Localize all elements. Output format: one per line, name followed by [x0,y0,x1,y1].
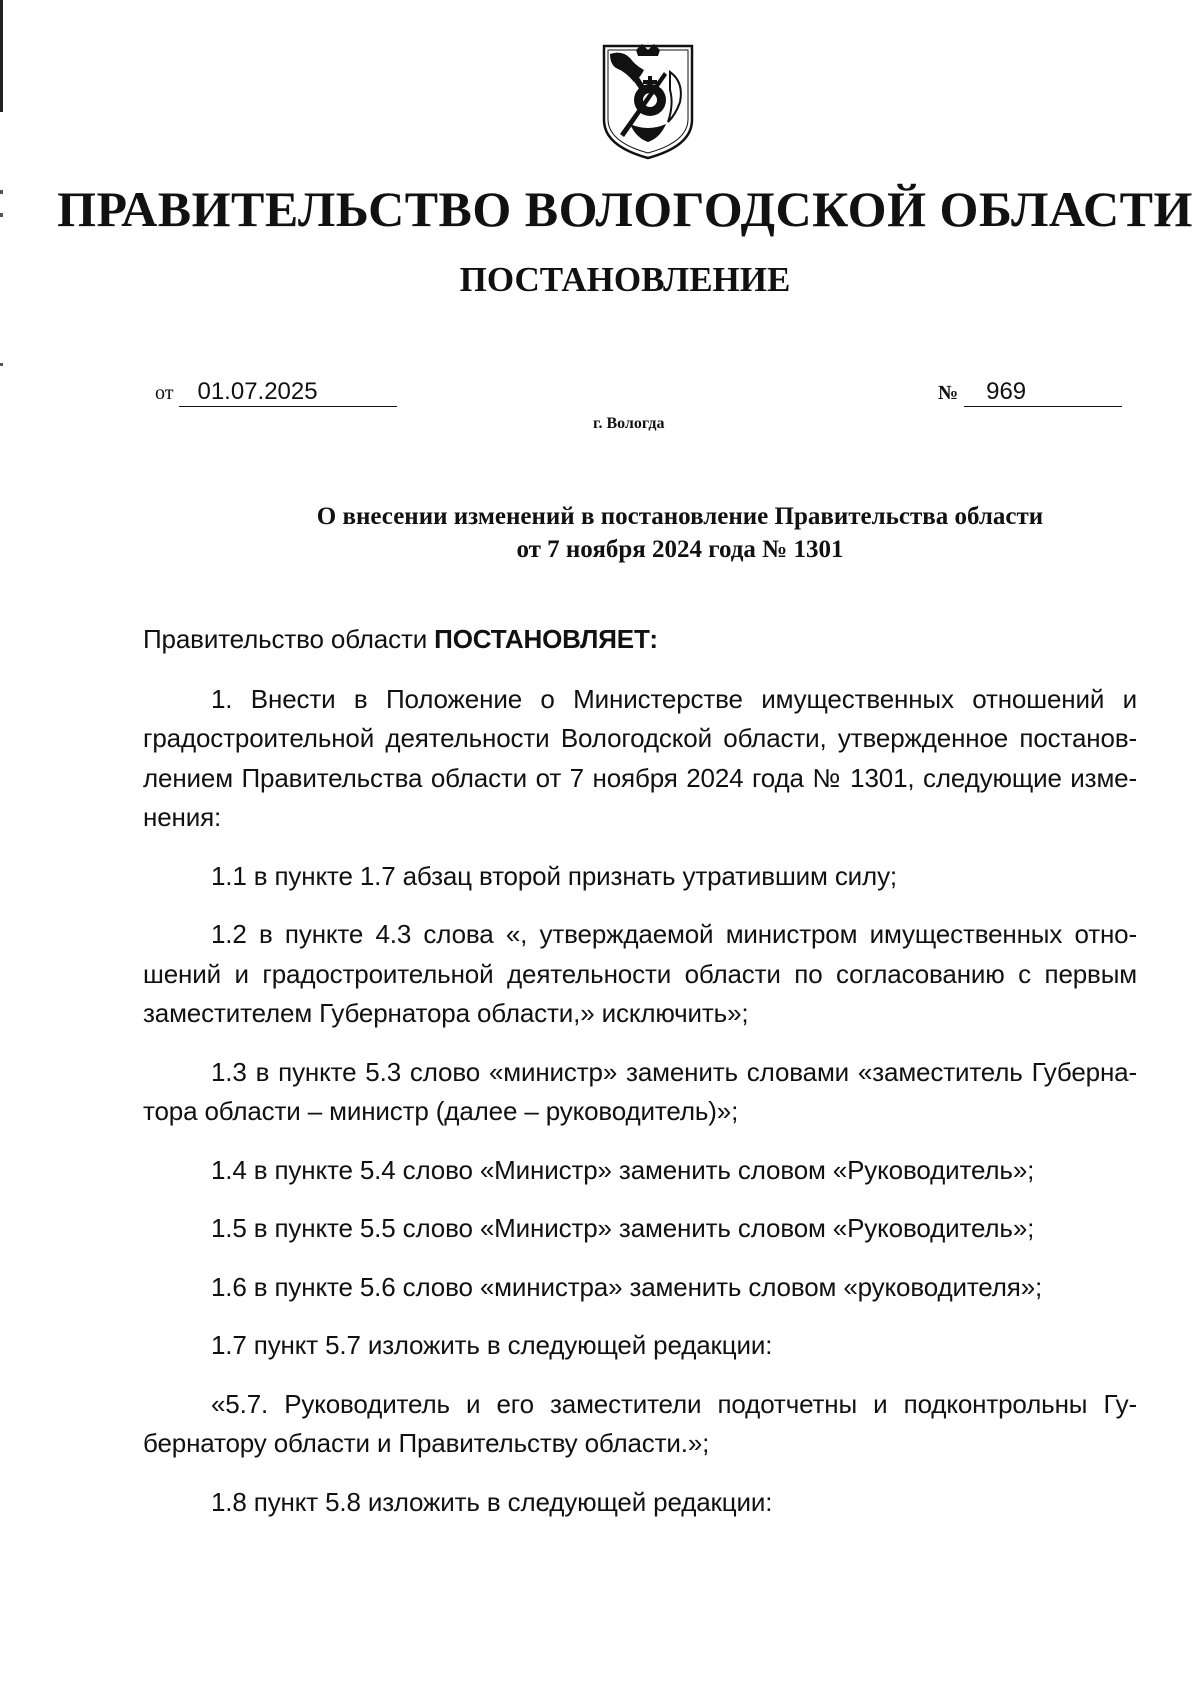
paragraph-line: тора области – министр (далее – руководитель)»; [143,1096,739,1126]
paragraph-line: 1. Внести в Положение о Министерстве имущественных отношений и [211,683,1137,714]
number-label: № [938,382,959,404]
city-label: г. Вологда [593,415,665,432]
document-subject [250,500,1110,566]
paragraph-line: нения: [143,802,222,832]
paragraph-line: 1.3 в пункте 5.3 слово «министр» заменить словами «заместитель Губерна- [211,1056,1137,1087]
document-body [143,620,1137,1522]
subject-line: от 7 ноября 2024 года № 1301 [516,536,844,563]
paragraph-line: «5.7. Руководитель и его заместители подотчетны и подконтрольны Гу- [211,1388,1137,1419]
paragraph-1-3 [143,1053,1137,1132]
lead-text: Правительство области [143,624,435,654]
scan-edge-tick [0,363,3,366]
scan-edge-mark [0,0,3,112]
paragraph-line: бернатору области и Правительству области.»; [143,1428,710,1458]
paragraph-1-8: 1.8 пункт 5.8 изложить в следующей редакции: [211,1486,773,1517]
paragraph-1 [143,680,1137,838]
subject-line: О внесении изменений в постановление Правительства области [316,503,1044,530]
number-row [938,378,1122,407]
paragraph-1-6: 1.6 в пункте 5.6 слово «министра» заменить словом «руководителя»; [211,1271,1043,1302]
paragraph-1-2 [143,915,1137,1034]
paragraph-line: 1.2 в пункте 4.3 слова «, утверждаемой министром имущественных отно- [211,919,1137,949]
document-type-title: ПОСТАНОВЛЕНИЕ [459,260,791,299]
paragraph-line: заместителем Губернатора области,» исключить»; [143,998,749,1028]
organization-title: ПРАВИТЕЛЬСТВО ВОЛОГОДСКОЙ ОБЛАСТИ [57,181,1193,237]
resolution-lead [143,620,1137,660]
coat-of-arms-emblem [600,42,696,162]
paragraph-line: шений и градостроительной деятельности области по согласованию с первым [143,958,1137,989]
paragraph-1-1: 1.1 в пункте 1.7 абзац второй признать утратившим силу; [211,860,897,891]
quote-5-7 [143,1385,1137,1464]
paragraph-1-5: 1.5 в пункте 5.5 слово «Министр» заменить словом «Руководитель»; [211,1213,1035,1243]
date-row [155,378,397,407]
paragraph-line: лением Правительства области от 7 ноября 2024 года № 1301, следующие изме- [143,762,1137,793]
date-label: от [155,382,174,404]
lead-keyword: ПОСТАНОВЛЯЕТ: [434,624,658,654]
paragraph-1-7: 1.7 пункт 5.7 изложить в следующей редакции: [211,1330,773,1360]
paragraph-line: градостроительной деятельности Вологодской области, утвержденное постанов- [143,723,1137,753]
paragraph-1-4: 1.4 в пункте 5.4 слово «Министр» заменить словом «Руководитель»; [211,1154,1035,1185]
number-value: 969 [964,378,1122,407]
date-value: 01.07.2025 [179,378,397,407]
